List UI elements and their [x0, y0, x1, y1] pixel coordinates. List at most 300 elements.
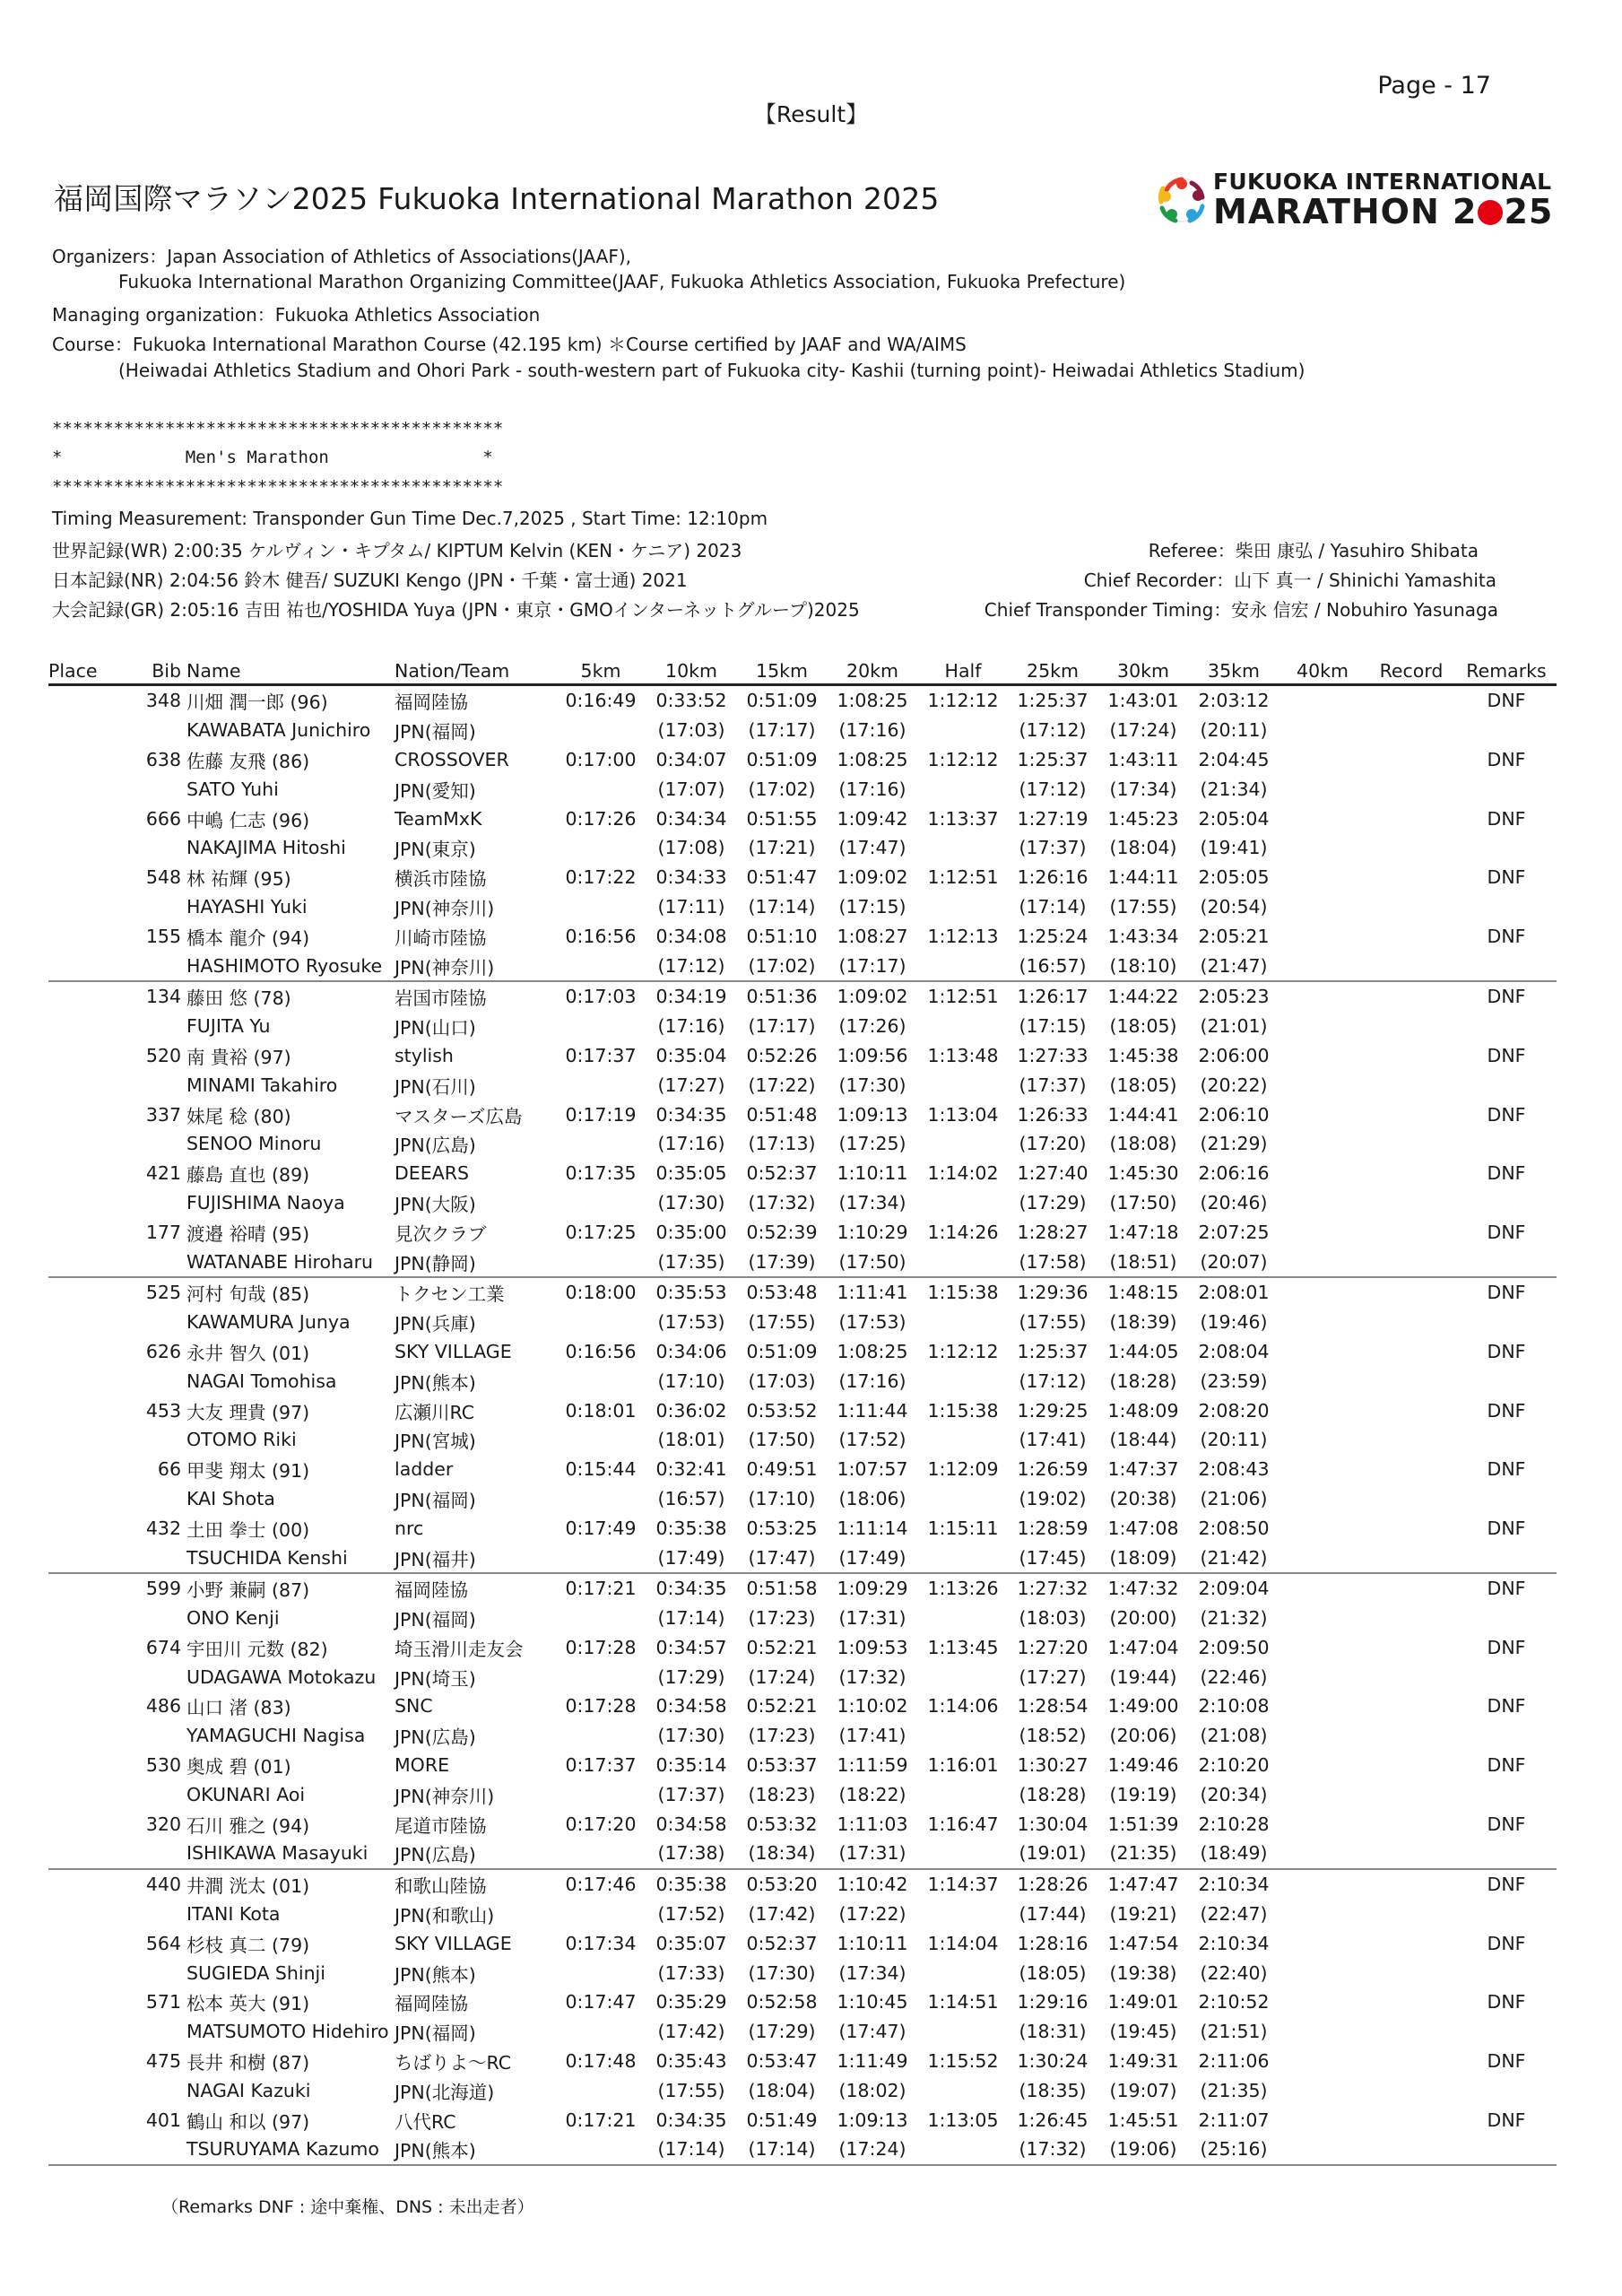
split-35km-cell: 2:08:43 [1198, 1458, 1270, 1481]
name-jp-cell: 井澗 洸太 (01) [186, 1875, 310, 1898]
col-40km: 40km [1279, 655, 1366, 685]
lap-25km-cell: (17:29) [1019, 1191, 1087, 1213]
split-15km-cell: 0:51:55 [746, 807, 818, 830]
table-row-sub [48, 1308, 1557, 1337]
nation-cell: JPN(山口) [395, 1017, 476, 1039]
place-cell-empty [48, 1484, 126, 1514]
split-10km-cell: 0:36:02 [655, 1399, 727, 1422]
team-cell: 八代RC [395, 2110, 456, 2133]
lap-35km-cell: (20:54) [1200, 895, 1268, 918]
record-cell-empty [1366, 1721, 1456, 1751]
nation-cell: JPN(広島) [395, 1135, 476, 1157]
remarks-cell-empty [1456, 1425, 1557, 1455]
team-cell: 横浜市陸協 [395, 868, 487, 891]
split-half-cell: 1:16:47 [927, 1813, 999, 1835]
remarks-cell-empty [1456, 1188, 1557, 1218]
place-cell-empty [48, 951, 126, 981]
lap-25km-cell: (18:05) [1019, 1961, 1087, 1984]
lap-5km-cell [556, 1721, 646, 1751]
remarks-cell: DNF [1487, 2109, 1526, 2131]
bib-cell-empty [126, 1308, 186, 1337]
split-35km-cell: 2:08:01 [1198, 1282, 1270, 1304]
logo-text-line1: FUKUOKA INTERNATIONAL [1213, 169, 1552, 195]
place-cell-empty [48, 1721, 126, 1751]
lap-35km-cell: (19:46) [1200, 1311, 1268, 1334]
name-en-cell: SENOO Minoru [186, 1133, 322, 1155]
remarks-cell-empty [1456, 1247, 1557, 1277]
name-jp-cell: 藤田 悠 (78) [186, 987, 291, 1010]
table-row [48, 1692, 1557, 1721]
lap-30km-cell: (20:38) [1109, 1487, 1177, 1509]
table-row [48, 1337, 1557, 1367]
team-cell: SKY VILLAGE [395, 1340, 512, 1362]
nation-cell: JPN(熊本) [395, 1371, 476, 1394]
bib-cell: 421 [145, 1162, 181, 1185]
place-cell-empty [48, 1188, 126, 1218]
lap-40km-cell [1279, 2135, 1366, 2165]
name-en-cell: KAI Shota [186, 1487, 275, 1509]
team-cell: 福岡陸協 [395, 691, 468, 714]
remarks-cell-empty [1456, 951, 1557, 981]
lap-40km-cell [1279, 774, 1366, 804]
place-cell-empty [48, 1366, 126, 1396]
split-25km-cell: 1:28:26 [1017, 1874, 1089, 1896]
lap-5km-cell [556, 1366, 646, 1396]
logo-red-dot-icon [1478, 200, 1503, 225]
split-5km-cell: 0:17:22 [565, 866, 637, 889]
bib-cell: 666 [145, 807, 181, 830]
place-cell [48, 1809, 126, 1839]
lap-25km-cell: (17:55) [1019, 1311, 1087, 1334]
record-cell [1366, 1041, 1456, 1071]
split-35km-cell: 2:05:21 [1198, 925, 1270, 947]
split-30km-cell: 1:45:23 [1107, 807, 1179, 830]
lap-5km-cell [556, 1662, 646, 1692]
split-20km-cell: 1:09:13 [837, 2109, 908, 2131]
team-cell: CROSSOVER [395, 748, 509, 770]
split-half-cell: 1:13:26 [927, 1578, 999, 1600]
split-20km-cell: 1:08:27 [837, 925, 908, 947]
split-15km-cell: 0:52:58 [746, 1991, 818, 2013]
split-30km-cell: 1:44:05 [1107, 1340, 1179, 1362]
remarks-cell-empty [1456, 2017, 1557, 2047]
split-25km-cell: 1:27:33 [1017, 1044, 1089, 1066]
split-40km-cell [1279, 981, 1366, 1012]
name-en-cell: HAYASHI Yuki [186, 895, 308, 918]
place-cell [48, 2105, 126, 2135]
lap-40km-cell [1279, 1129, 1366, 1159]
place-cell [48, 1217, 126, 1247]
name-en-cell: YAMAGUCHI Nagisa [186, 1725, 366, 1747]
record-cell [1366, 2047, 1456, 2076]
name-en-cell: NAKAJIMA Hitoshi [186, 837, 346, 859]
split-40km-cell [1279, 1928, 1366, 1958]
split-half-cell: 1:13:04 [927, 1103, 999, 1126]
bib-cell-empty [126, 1958, 186, 1987]
lap-30km-cell: (18:28) [1109, 1370, 1177, 1392]
lap-15km-cell: (17:32) [748, 1191, 816, 1213]
table-row [48, 1633, 1557, 1663]
lap-40km-cell [1279, 1070, 1366, 1100]
lap-25km-cell: (17:12) [1019, 778, 1087, 800]
lap-5km-cell [556, 1900, 646, 1929]
split-5km-cell: 0:16:56 [565, 1340, 637, 1362]
lap-15km-cell: (17:23) [748, 1725, 816, 1747]
record-cell [1366, 1337, 1456, 1367]
split-30km-cell: 1:45:38 [1107, 1044, 1179, 1066]
lap-25km-cell: (18:35) [1019, 2079, 1087, 2101]
lap-35km-cell: (21:06) [1200, 1487, 1268, 1509]
place-cell [48, 1928, 126, 1958]
remarks-cell: DNF [1487, 748, 1526, 770]
lap-40km-cell [1279, 2075, 1366, 2105]
lap-15km-cell: (17:03) [748, 1370, 816, 1392]
remarks-cell: DNF [1487, 1517, 1526, 1539]
table-row [48, 1809, 1557, 1839]
lap-15km-cell: (18:23) [748, 1783, 816, 1805]
table-row [48, 981, 1557, 1012]
lap-30km-cell: (18:10) [1097, 951, 1189, 981]
split-20km-cell: 1:10:29 [837, 1221, 908, 1243]
results-body [48, 685, 1557, 2165]
split-half-cell: 1:14:51 [927, 1991, 999, 2013]
lap-40km-cell [1279, 1604, 1366, 1633]
bib-cell-empty [126, 1425, 186, 1455]
lap-half-cell [918, 1188, 1008, 1218]
split-5km-cell: 0:16:56 [565, 925, 637, 947]
split-15km-cell: 0:52:26 [746, 1044, 818, 1066]
table-row [48, 1751, 1557, 1780]
lap-25km-cell: (17:41) [1019, 1429, 1087, 1451]
lap-30km-cell: (21:35) [1097, 1839, 1189, 1869]
split-10km-cell: 0:35:04 [655, 1044, 727, 1066]
remarks-cell: DNF [1487, 1991, 1526, 2013]
split-10km-cell: 0:34:35 [655, 2109, 727, 2131]
split-15km-cell: 0:51:09 [746, 748, 818, 770]
place-cell [48, 1573, 126, 1604]
split-40km-cell [1279, 2105, 1366, 2135]
lap-40km-cell [1279, 716, 1366, 745]
place-cell [48, 1396, 126, 1425]
split-40km-cell [1279, 1100, 1366, 1129]
record-cell [1366, 1928, 1456, 1958]
table-row [48, 1573, 1557, 1604]
nation-cell: JPN(福岡) [395, 1489, 476, 1511]
split-35km-cell: 2:10:20 [1198, 1754, 1270, 1777]
nation-cell: JPN(福岡) [395, 2022, 476, 2045]
bib-cell: 348 [145, 690, 181, 712]
bib-cell-empty [126, 1543, 186, 1573]
record-cell [1366, 863, 1456, 892]
logo-text-line2 [1213, 192, 1553, 231]
split-20km-cell: 1:11:49 [837, 2050, 908, 2073]
remarks-cell: DNF [1487, 1399, 1526, 1422]
table-row-sub [48, 1247, 1557, 1277]
lap-half-cell [918, 1012, 1008, 1041]
split-40km-cell [1279, 1277, 1366, 1308]
lap-20km-cell: (17:31) [827, 1839, 918, 1869]
split-20km-cell: 1:08:25 [837, 690, 908, 712]
lap-15km-cell: (17:10) [748, 1487, 816, 1509]
team-cell: stylish [395, 1044, 454, 1066]
lap-half-cell [918, 1958, 1008, 1987]
split-25km-cell: 1:28:16 [1017, 1932, 1089, 1954]
lap-10km-cell: (17:38) [646, 1839, 737, 1869]
split-10km-cell: 0:33:52 [655, 690, 727, 712]
table-row-sub [48, 1484, 1557, 1514]
bib-cell: 453 [145, 1399, 181, 1422]
lap-35km-cell: (21:51) [1200, 2021, 1268, 2043]
split-15km-cell: 0:51:58 [746, 1578, 818, 1600]
split-35km-cell: 2:10:34 [1198, 1874, 1270, 1896]
lap-5km-cell [556, 833, 646, 863]
table-row [48, 1277, 1557, 1308]
name-jp-cell: 渡邉 裕晴 (95) [186, 1222, 310, 1245]
lap-30km-cell: (19:06) [1097, 2135, 1189, 2165]
split-40km-cell [1279, 804, 1366, 833]
lap-20km-cell: (17:32) [838, 1665, 906, 1688]
lap-5km-cell [556, 1188, 646, 1218]
lap-half-cell [918, 1779, 1008, 1809]
split-25km-cell: 1:29:36 [1017, 1282, 1089, 1304]
bib-cell-empty [126, 1012, 186, 1041]
table-row-sub [48, 1425, 1557, 1455]
split-half-cell: 1:12:12 [927, 748, 999, 770]
lap-15km-cell: (17:50) [748, 1429, 816, 1451]
name-en-cell: SATO Yuhi [186, 778, 279, 800]
bib-cell-empty [126, 1721, 186, 1751]
lap-15km-cell: (17:14) [748, 895, 816, 918]
place-cell-empty [48, 1779, 126, 1809]
record-cell [1366, 1692, 1456, 1721]
place-cell-empty [48, 1247, 126, 1277]
team-cell: 和歌山陸協 [395, 1875, 487, 1898]
place-cell [48, 745, 126, 775]
lap-15km-cell: (17:14) [737, 2135, 827, 2165]
split-10km-cell: 0:34:57 [655, 1636, 727, 1658]
split-20km-cell: 1:09:02 [837, 866, 908, 889]
lap-half-cell [918, 1721, 1008, 1751]
split-15km-cell: 0:52:37 [746, 1162, 818, 1185]
split-10km-cell: 0:34:19 [655, 986, 727, 1008]
bib-cell-empty [126, 1366, 186, 1396]
lap-5km-cell [556, 2075, 646, 2105]
lap-30km-cell: (18:04) [1109, 837, 1177, 859]
remarks-cell-empty [1456, 892, 1557, 922]
split-40km-cell [1279, 1987, 1366, 2017]
table-row-sub [48, 774, 1557, 804]
record-cell-empty [1366, 1958, 1456, 1987]
lap-half-cell [918, 1604, 1008, 1633]
lap-10km-cell: (17:30) [657, 1725, 725, 1747]
lap-5km-cell [556, 716, 646, 745]
table-row-sub [48, 716, 1557, 745]
name-jp-cell: 土田 拳士 (00) [186, 1518, 310, 1541]
bib-cell: 571 [145, 1991, 181, 2013]
bib-cell: 626 [145, 1340, 181, 1362]
split-half-cell: 1:12:09 [927, 1458, 999, 1481]
team-cell: MORE [395, 1754, 450, 1777]
place-cell [48, 863, 126, 892]
col-10km: 10km [646, 655, 737, 685]
name-en-cell: TSUCHIDA Kenshi [186, 1543, 395, 1573]
team-cell: TeamMxK [395, 807, 482, 830]
lap-30km-cell: (19:45) [1109, 2021, 1177, 2043]
lap-half-cell [918, 2075, 1008, 2105]
split-15km-cell: 0:53:37 [746, 1754, 818, 1777]
lap-40km-cell [1279, 1012, 1366, 1041]
lap-35km-cell: (25:16) [1189, 2135, 1279, 2165]
split-5km-cell: 0:17:28 [565, 1695, 637, 1718]
split-5km-cell: 0:17:37 [565, 1754, 637, 1777]
place-cell [48, 685, 126, 716]
lap-half-cell [918, 1308, 1008, 1337]
lap-10km-cell: (17:27) [657, 1074, 725, 1096]
lap-20km-cell: (17:17) [827, 951, 918, 981]
lap-20km-cell: (18:02) [838, 2079, 906, 2101]
record-cell [1366, 685, 1456, 716]
record-cell-empty [1366, 1070, 1456, 1100]
split-40km-cell [1279, 921, 1366, 951]
record-cell-empty [1366, 1779, 1456, 1809]
record-cell-empty [1366, 1012, 1456, 1041]
split-40km-cell [1279, 1751, 1366, 1780]
table-row-sub [48, 833, 1557, 863]
split-40km-cell [1279, 1337, 1366, 1367]
split-35km-cell: 2:05:23 [1198, 986, 1270, 1008]
split-25km-cell: 1:25:24 [1017, 925, 1089, 947]
name-jp-cell: 河村 旬哉 (85) [186, 1283, 310, 1306]
remarks-cell: DNF [1487, 1103, 1526, 1126]
place-cell-empty [48, 2075, 126, 2105]
split-15km-cell: 0:53:20 [746, 1874, 818, 1896]
split-40km-cell [1279, 1573, 1366, 1604]
remarks-cell-empty [1456, 2135, 1557, 2165]
lap-half-cell [918, 1070, 1008, 1100]
bib-cell: 530 [145, 1754, 181, 1777]
table-row [48, 1455, 1557, 1484]
bib-cell: 440 [145, 1874, 181, 1896]
col-20km: 20km [827, 655, 918, 685]
table-row-sub [48, 1900, 1557, 1929]
lap-10km-cell: (17:49) [646, 1543, 737, 1573]
record-cell-empty [1366, 2017, 1456, 2047]
team-cell: 川崎市陸協 [395, 926, 487, 949]
split-25km-cell: 1:26:17 [1017, 986, 1089, 1008]
split-40km-cell [1279, 745, 1366, 775]
split-15km-cell: 0:51:09 [746, 690, 818, 712]
nation-cell: JPN(静岡) [395, 1247, 556, 1277]
lap-35km-cell: (20:22) [1200, 1074, 1268, 1096]
name-jp-cell: 奥成 碧 (01) [186, 1756, 291, 1779]
split-25km-cell: 1:26:16 [1017, 866, 1089, 889]
remarks-cell: DNF [1487, 1340, 1526, 1362]
name-en-cell: ONO Kenji [186, 1607, 280, 1630]
split-35km-cell: 2:11:07 [1198, 2109, 1270, 2131]
split-30km-cell: 1:47:37 [1107, 1458, 1179, 1481]
lap-20km-cell: (17:22) [838, 1903, 906, 1926]
split-10km-cell: 0:35:38 [655, 1517, 727, 1539]
lap-35km-cell: (20:11) [1200, 1429, 1268, 1451]
remarks-cell-empty [1456, 1070, 1557, 1100]
split-40km-cell [1279, 1455, 1366, 1484]
place-cell-empty [48, 1662, 126, 1692]
col-15km: 15km [737, 655, 827, 685]
remarks-cell-empty [1456, 1900, 1557, 1929]
lap-25km-cell: (18:52) [1019, 1725, 1087, 1747]
split-5km-cell: 0:16:49 [565, 690, 637, 712]
lap-half-cell [918, 1247, 1008, 1277]
name-en-cell: SUGIEDA Shinji [186, 1961, 325, 1984]
split-10km-cell: 0:35:05 [655, 1162, 727, 1185]
split-30km-cell: 1:47:54 [1107, 1932, 1179, 1954]
name-jp-cell: 大友 理貴 (97) [186, 1401, 310, 1423]
split-20km-cell: 1:11:59 [837, 1754, 908, 1777]
team-cell: DEEARS [395, 1162, 469, 1185]
place-cell [48, 1987, 126, 2017]
split-5km-cell: 0:17:46 [565, 1874, 637, 1896]
lap-35km-cell: (21:29) [1200, 1133, 1268, 1155]
table-header-row [48, 655, 1557, 685]
lap-25km-cell: (17:27) [1019, 1665, 1087, 1688]
record-cell [1366, 1633, 1456, 1663]
lap-10km-cell: (16:57) [657, 1487, 725, 1509]
lap-20km-cell: (17:16) [838, 1370, 906, 1392]
lap-20km-cell: (17:34) [838, 1961, 906, 1984]
nation-cell: JPN(石川) [395, 1075, 476, 1098]
split-20km-cell: 1:11:41 [837, 1282, 908, 1304]
record-cell [1366, 1513, 1456, 1543]
split-35km-cell: 2:07:25 [1198, 1221, 1270, 1243]
place-cell [48, 1633, 126, 1663]
record-cell-empty [1366, 1604, 1456, 1633]
remarks-cell-empty [1456, 774, 1557, 804]
place-cell-empty [48, 2017, 126, 2047]
lap-25km-cell: (17:12) [1019, 1370, 1087, 1392]
organizers-continued: Fukuoka International Marathon Organizing Committee(JAAF, Fukuoka Athletics Association, Fukuoka Prefecture) [118, 271, 1126, 292]
split-25km-cell: 1:27:19 [1017, 807, 1089, 830]
split-10km-cell: 0:34:33 [655, 866, 727, 889]
remarks-cell-empty [1456, 716, 1557, 745]
table-row [48, 745, 1557, 775]
lap-15km-cell: (17:17) [748, 1015, 816, 1038]
col-35km: 35km [1189, 655, 1279, 685]
record-cell-empty [1366, 2075, 1456, 2105]
lap-10km-cell: (17:29) [657, 1665, 725, 1688]
remarks-cell-empty [1456, 1543, 1557, 1573]
nation-cell: JPN(神奈川) [395, 897, 495, 919]
name-jp-cell: 山口 渚 (83) [186, 1697, 291, 1719]
lap-30km-cell: (19:07) [1109, 2079, 1177, 2101]
lap-25km-cell: (17:58) [1008, 1247, 1097, 1277]
lap-20km-cell: (17:47) [838, 2021, 906, 2043]
name-en-cell: WATANABE Hiroharu [186, 1247, 395, 1277]
table-row [48, 2105, 1557, 2135]
bib-cell: 520 [145, 1044, 181, 1066]
nation-cell: JPN(和歌山) [395, 1905, 495, 1927]
name-jp-cell: 橋本 龍介 (94) [186, 926, 310, 949]
table-row [48, 1100, 1557, 1129]
lap-35km-cell: (19:41) [1200, 837, 1268, 859]
split-30km-cell: 1:47:47 [1107, 1874, 1179, 1896]
split-35km-cell: 2:06:00 [1198, 1044, 1270, 1066]
lap-35km-cell: (22:40) [1200, 1961, 1268, 1984]
place-cell-empty [48, 892, 126, 922]
split-half-cell: 1:14:26 [927, 1221, 999, 1243]
table-row-sub [48, 951, 1557, 981]
team-cell: 福岡陸協 [395, 1993, 468, 2015]
bib-cell: 177 [145, 1221, 181, 1243]
